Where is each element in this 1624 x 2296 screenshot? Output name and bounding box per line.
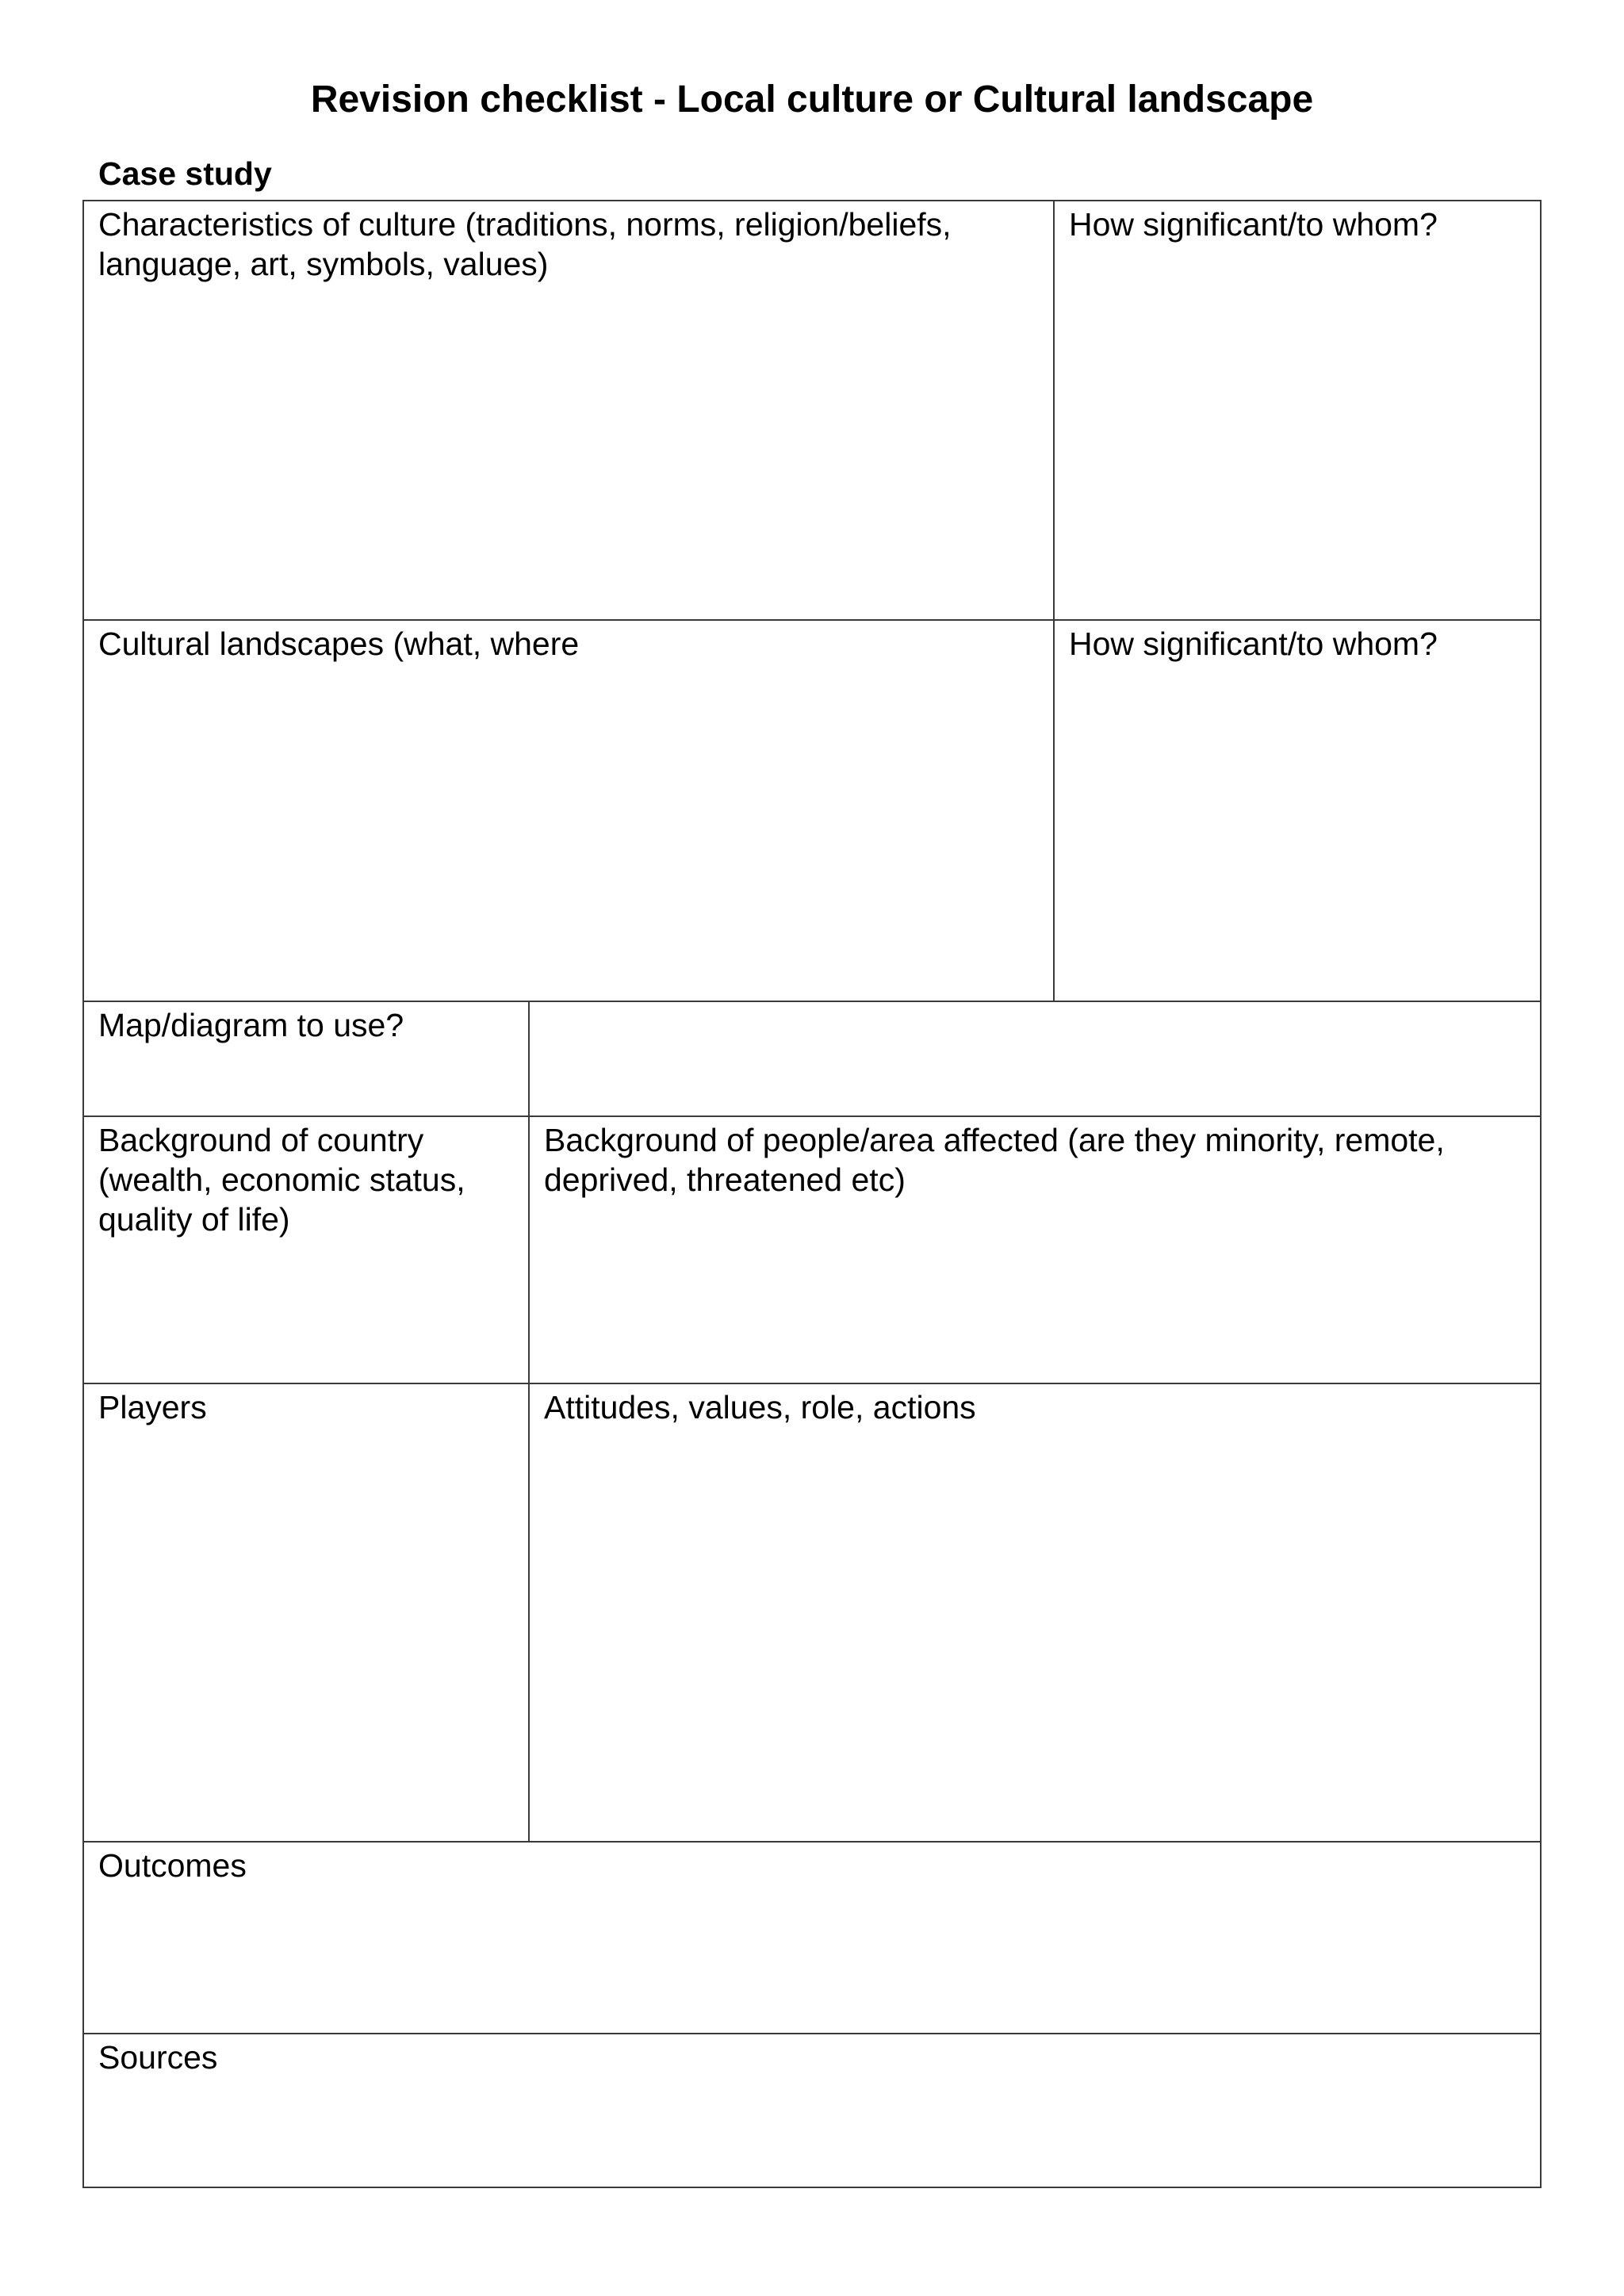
background-country-cell[interactable]: [82, 1115, 530, 1384]
significance-label-2: How significant/to whom?: [1069, 626, 1438, 662]
map-diagram-answer-cell[interactable]: [528, 1001, 1542, 1117]
players-cell[interactable]: [82, 1383, 530, 1843]
cultural-landscapes-label: Cultural landscapes (what, where: [98, 626, 580, 662]
attitudes-label: Attitudes, values, role, actions: [544, 1389, 976, 1425]
map-diagram-cell[interactable]: [82, 1001, 530, 1117]
cultural-landscapes-cell[interactable]: [82, 619, 1055, 1002]
sources-label: Sources: [98, 2039, 218, 2076]
outcomes-label: Outcomes: [98, 1847, 247, 1884]
case-study-label: Case study: [98, 155, 272, 192]
characteristics-cell[interactable]: [82, 200, 1055, 621]
outcomes-cell[interactable]: [82, 1841, 1542, 2034]
background-country-label: Background of country (wealth, economic status, quality of life): [98, 1122, 465, 1238]
significance-label-1: How significant/to whom?: [1069, 206, 1438, 243]
background-people-cell[interactable]: [528, 1115, 1542, 1384]
significance-cell-1[interactable]: [1053, 200, 1542, 621]
background-people-label: Background of people/area affected (are they minority, remote, deprived, threatened etc): [544, 1122, 1445, 1198]
page-title: Revision checklist - Local culture or Cultural landscape: [310, 78, 1314, 121]
players-label: Players: [98, 1389, 207, 1425]
map-diagram-label: Map/diagram to use?: [98, 1007, 404, 1043]
sources-cell[interactable]: [82, 2033, 1542, 2188]
significance-cell-2[interactable]: [1053, 619, 1542, 1002]
characteristics-label: Characteristics of culture (traditions, norms, religion/beliefs, language, art, symbols, values): [98, 206, 952, 282]
attitudes-cell[interactable]: [528, 1383, 1542, 1843]
